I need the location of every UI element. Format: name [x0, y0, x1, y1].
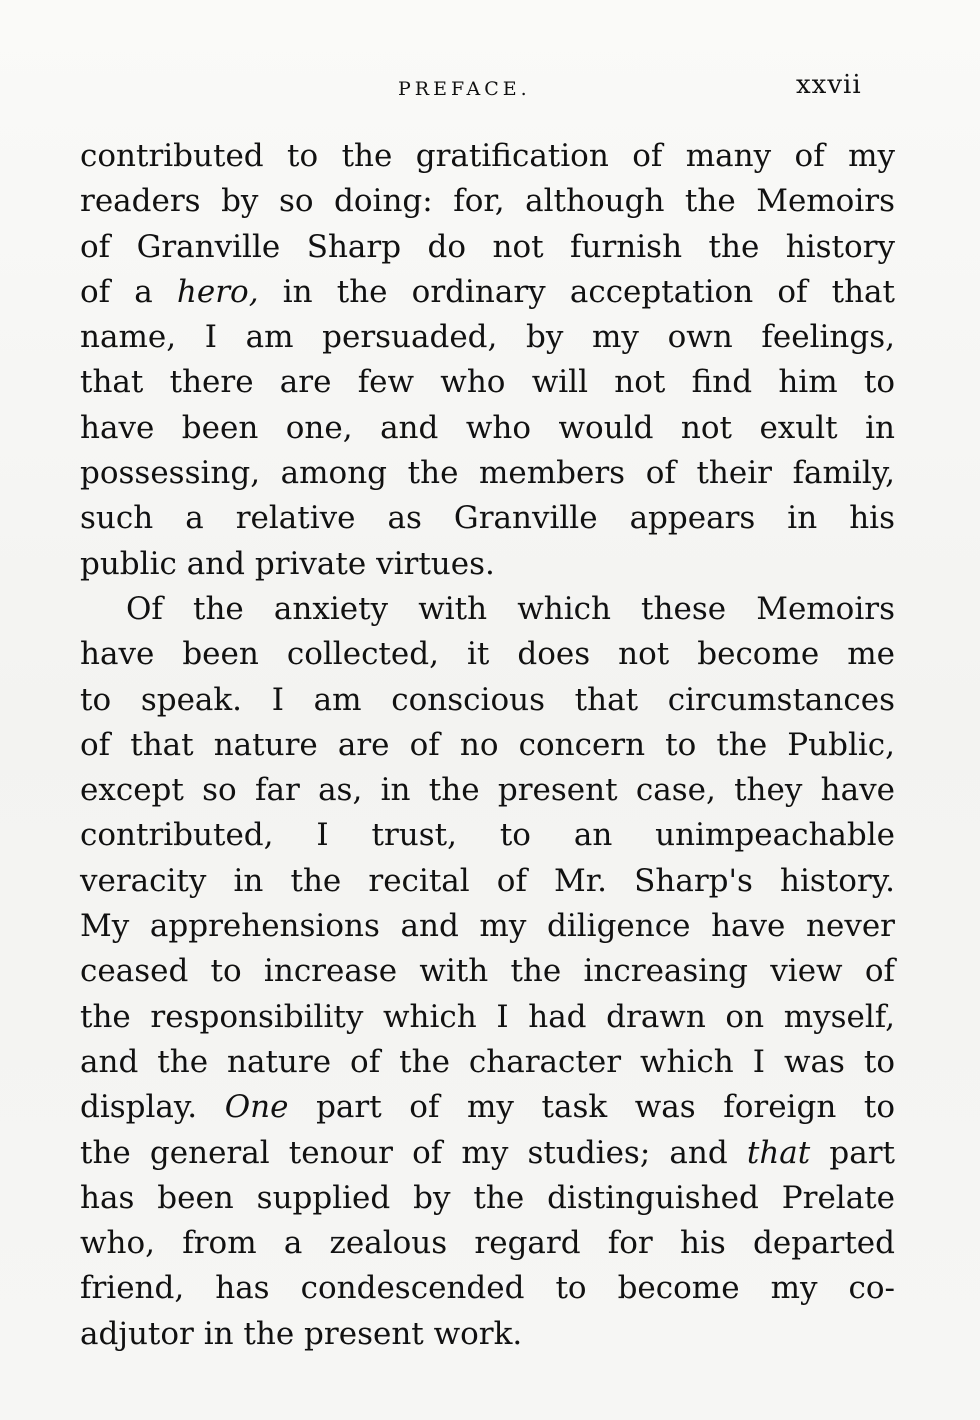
text-line [80, 1176, 895, 1221]
text-segment: My apprehensions and my diligence have never [80, 908, 895, 945]
text-segment: have been collected, it does not become me [80, 636, 895, 673]
text-segment: except so far as, in the present case, they have [80, 772, 895, 809]
text-segment: of that nature are of no concern to the Public, [80, 726, 895, 763]
text-segment: has been supplied by the distinguished Prelate [80, 1179, 895, 1216]
text-line [80, 360, 895, 405]
text-segment: Of the anxiety with which these Memoirs [126, 590, 895, 627]
text-line [80, 587, 895, 632]
text-segment: contributed, I trust, to an unimpeachable [80, 817, 895, 854]
text-segment: of Granville Sharp do not furnish the history [80, 228, 895, 265]
text-segment: have been one, and who would not exult in [80, 409, 895, 446]
text-line [80, 904, 895, 949]
text-line [80, 179, 895, 224]
text-segment: public and private virtues. [80, 545, 495, 582]
italic-segment: One [224, 1089, 289, 1126]
text-line [80, 1040, 895, 1085]
text-line [80, 995, 895, 1040]
text-segment: ceased to increase with the increasing view of [80, 953, 895, 990]
body-text [80, 134, 895, 1357]
text-segment: possessing, among the members of their family, [80, 455, 895, 492]
text-segment: such a relative as Granville appears in his [80, 500, 895, 537]
text-line [80, 1131, 895, 1176]
text-line [80, 949, 895, 994]
text-line [80, 315, 895, 360]
text-line [80, 496, 895, 541]
text-line [80, 813, 895, 858]
text-line [80, 1085, 895, 1130]
text-line [80, 1266, 895, 1311]
text-segment: contributed to the gratification of many of my [80, 138, 895, 174]
text-line [80, 134, 895, 179]
text-segment: friend, has condescended to become my co- [80, 1270, 895, 1307]
text-line [80, 859, 895, 904]
text-line [80, 678, 895, 723]
text-segment: adjutor in the present work. [80, 1315, 523, 1352]
text-line [80, 723, 895, 768]
text-segment: display. [80, 1089, 225, 1126]
italic-segment: hero, [176, 273, 259, 310]
text-segment: the responsibility which I had drawn on myself, [80, 998, 895, 1035]
text-segment: part [810, 1134, 895, 1171]
text-segment: of a [80, 273, 177, 310]
text-segment: in the ordinary acceptation of that [258, 273, 895, 310]
text-line [80, 632, 895, 677]
text-segment: to speak. I am conscious that circumstances [80, 681, 895, 718]
text-segment: veracity in the recital of Mr. Sharp's history. [80, 862, 895, 899]
page-number: xxvii [796, 70, 862, 100]
text-line [80, 451, 895, 496]
text-segment: who, from a zealous regard for his departed [80, 1225, 895, 1262]
text-segment: and the nature of the character which I was to [80, 1043, 895, 1080]
text-segment: that there are few who will not find him to [80, 364, 895, 401]
text-line [80, 225, 895, 270]
text-segment: readers by so doing: for, although the Memoirs [80, 183, 895, 220]
text-line [80, 768, 895, 813]
text-segment: part of my task was foreign to [288, 1089, 895, 1126]
text-line [80, 542, 895, 587]
text-segment: the general tenour of my studies; and [80, 1134, 747, 1171]
text-line [80, 1312, 895, 1357]
text-line [80, 1221, 895, 1266]
text-line [80, 270, 895, 315]
text-segment: name, I am persuaded, by my own feelings, [80, 319, 895, 356]
text-line [80, 406, 895, 451]
running-head: PREFACE. [398, 78, 531, 100]
italic-segment: that [746, 1134, 811, 1171]
